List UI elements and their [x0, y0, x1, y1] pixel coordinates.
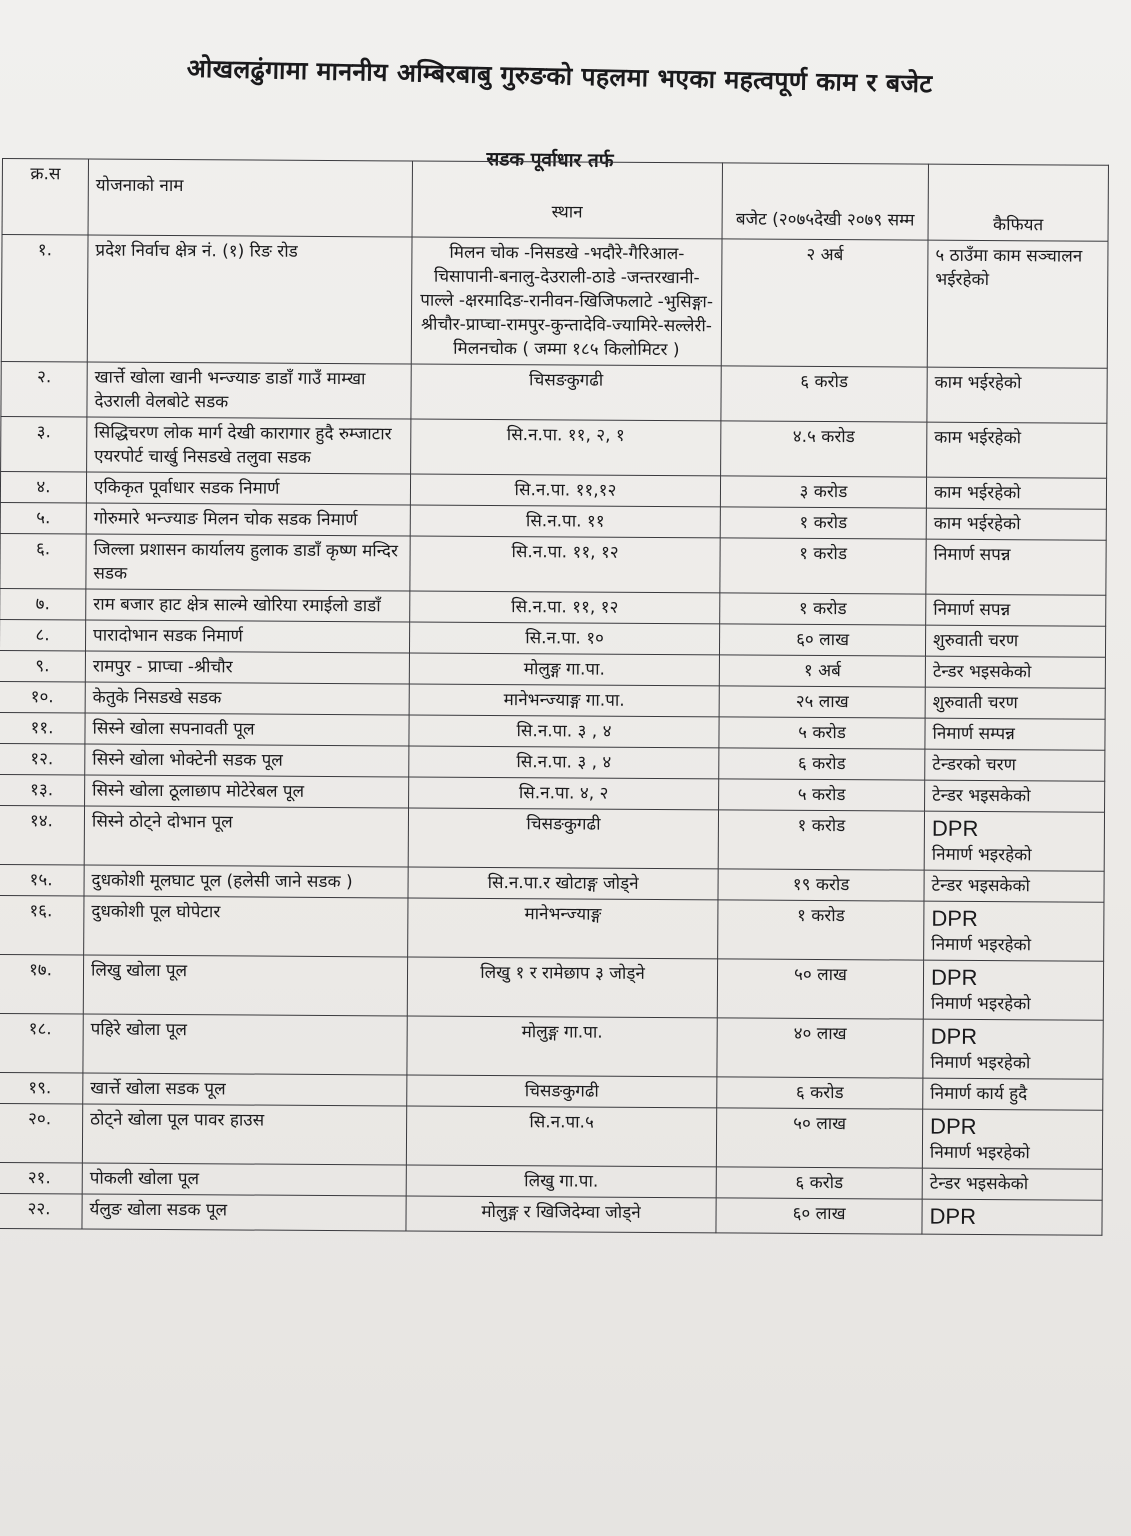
row-name: ठोट्ने खोला पूल पावर हाउस	[82, 1104, 406, 1165]
row-budget: ३ करोड	[720, 476, 926, 508]
row-budget: २ अर्ब	[721, 239, 928, 367]
row-remarks	[925, 718, 1105, 750]
row-budget: १ करोड	[718, 900, 924, 960]
row-budget: १ करोड	[720, 538, 926, 594]
remark-text: निमार्ण सपन्न	[933, 544, 1011, 566]
table-row	[0, 533, 1106, 595]
row-sn: ३.	[1, 416, 87, 472]
remark-text: शुरुवाती चरण	[933, 630, 1019, 652]
row-place: सि.न.पा. ३ , ४	[409, 746, 719, 779]
table-row	[0, 895, 1104, 961]
remark-text: टेन्डर भइसकेको	[931, 875, 1031, 897]
row-name: लिखु खोला पूल	[83, 955, 407, 1016]
row-budget: १ अर्ब	[719, 655, 925, 687]
remark-text: टेन्डरको चरण	[932, 754, 1016, 776]
row-budget: ६ करोड	[716, 1167, 922, 1199]
table-body	[0, 235, 1108, 1236]
row-budget: १९ करोड	[718, 869, 924, 901]
row-name: सिस्ने खोला भोक्टेनी सडक पूल	[85, 744, 409, 777]
row-budget: ५० लाख	[717, 959, 923, 1019]
row-sn: २०.	[0, 1103, 83, 1163]
row-sn: २१.	[0, 1162, 82, 1194]
row-remarks	[925, 687, 1105, 719]
section-subtitle: सडक पूर्वाधार तर्फ	[486, 148, 614, 172]
row-place: मोलुङ्ग गा.पा.	[409, 653, 719, 686]
row-sn: ९.	[0, 650, 85, 682]
row-budget: ५ करोड	[719, 779, 925, 811]
row-remarks	[926, 508, 1106, 540]
row-remarks	[927, 422, 1107, 478]
remark-text: टेन्डर भइसकेको	[929, 1173, 1029, 1195]
row-place: सि.न.पा. १०	[409, 622, 719, 655]
remark-text: निमार्ण भइरहेको	[929, 1142, 1030, 1164]
dpr-label: DPR	[930, 964, 978, 990]
row-sn: ५.	[0, 502, 86, 534]
remark-text: निमार्ण सम्पन्न	[932, 723, 1015, 745]
row-sn: १.	[1, 235, 88, 363]
remark-text: टेन्डर भइसकेको	[932, 661, 1032, 683]
row-place: मानेभन्ज्याङ्ग गा.पा.	[409, 684, 719, 717]
row-place: सि.न.पा.५	[406, 1106, 716, 1167]
row-sn: ११.	[0, 712, 85, 744]
row-remarks	[925, 625, 1105, 657]
row-budget: ४० लाख	[717, 1018, 923, 1078]
row-place: सि.न.पा. ११, २, १	[411, 419, 721, 476]
row-name: पारादोभान सडक निमार्ण	[85, 620, 409, 653]
row-name: सिद्धिचरण लोक मार्ग देखी कारागार हुदै रुम्जाटार एयरपोर्ट चार्खु निसडखे तलुवा सडक	[87, 417, 411, 474]
row-name: खार्त्ते खोला खानी भन्ज्याङ डाडाँ गाउँ माम्खा देउराली वेलबोटे सडक	[87, 362, 411, 419]
row-place: सि.न.पा. ११, १२	[410, 591, 720, 624]
header-budget: बजेट (२०७५देखी २०७९ सम्म	[722, 163, 928, 240]
header-remarks: कैफियत	[928, 164, 1108, 241]
row-remarks	[926, 594, 1106, 626]
row-budget: १ करोड	[720, 507, 926, 539]
row-sn: १३.	[0, 774, 85, 806]
table-row	[0, 805, 1105, 871]
row-remarks	[923, 1019, 1103, 1079]
row-place: सि.न.पा.र खोटाङ्ग जोड्ने	[408, 867, 718, 900]
remark-text: काम भईरहेको	[934, 372, 1022, 394]
row-name: दुधकोशी मूलघाट पूल (हलेसी जाने सडक )	[84, 865, 408, 898]
dpr-label: DPR	[931, 815, 979, 841]
header-place: स्थान	[412, 161, 722, 239]
table-row	[0, 1013, 1103, 1079]
row-remarks	[926, 539, 1106, 595]
remark-text: काम भईरहेको	[934, 427, 1022, 449]
table-row	[0, 1103, 1103, 1169]
row-remarks	[927, 367, 1107, 423]
row-sn: ६.	[0, 533, 86, 589]
row-name: दुधकोशी पूल घोपेटार	[84, 896, 408, 957]
row-place: सि.न.पा. ४, २	[409, 777, 719, 810]
row-place: सि.न.पा. ३ , ४	[409, 715, 719, 748]
remark-text: ५ ठाउँमा काम सञ्चालन भईरहेको	[935, 245, 1083, 291]
row-sn: ७.	[0, 588, 86, 620]
row-place: सि.न.पा. ११	[410, 505, 720, 538]
row-sn: २२.	[0, 1193, 82, 1229]
row-remarks	[923, 1078, 1103, 1110]
dpr-label: DPR	[930, 1113, 977, 1139]
row-sn: ८.	[0, 619, 86, 651]
row-remarks	[922, 1199, 1102, 1235]
remark-text: काम भईरहेको	[933, 513, 1021, 535]
row-sn: १६.	[0, 895, 84, 955]
header-name: योजनाको नाम	[88, 159, 412, 237]
row-place: मिलन चोक -निसडखे -भदौरे-गैरिआल-चिसापानी-बनालु-देउराली-ठाडे -जन्तरखानी-पाल्ले -क्षरमादिङ-रानीवन-खिजिफलाटे -भुसिङ्गा-श्रीचौर-प्राप्चा-रामपुर-कुन्तादेवि-ज्यामिरे-सल्लेरी-मिलनचोक ( जम्मा १८५ किलोमिटर )	[411, 237, 722, 366]
row-sn: १८.	[0, 1013, 83, 1073]
row-remarks	[925, 749, 1105, 781]
dpr-label: DPR	[931, 905, 978, 931]
row-name: सिस्ने ठोट्ने दोभान पूल	[84, 806, 408, 867]
row-name: पोकली खोला पूल	[82, 1163, 406, 1196]
row-name: खार्त्ते खोला सडक पूल	[83, 1073, 407, 1106]
row-remarks	[922, 1168, 1102, 1200]
row-remarks	[922, 1109, 1102, 1169]
row-place: सि.न.पा. ११, १२	[410, 536, 720, 593]
row-place: लिखु गा.पा.	[406, 1165, 716, 1198]
remark-text: निमार्ण भइरहेको	[931, 934, 1032, 956]
row-budget: ६ करोड	[717, 1077, 923, 1109]
remark-text: टेन्डर भइसकेको	[932, 785, 1031, 807]
row-remarks	[924, 870, 1104, 902]
row-budget: ६० लाख	[716, 1198, 922, 1234]
table-row	[0, 954, 1104, 1020]
row-place: चिसङकुगढी	[407, 1075, 717, 1108]
remark-text: निमार्ण सपन्न	[933, 599, 1011, 621]
row-budget: २५ लाख	[719, 686, 925, 718]
row-place: मोलुङ्ग र खिजिदेम्वा जोड्ने	[406, 1196, 716, 1233]
row-place: चिसङकुगढी	[411, 364, 721, 421]
row-sn: १२.	[0, 743, 85, 775]
table-row	[1, 361, 1107, 423]
row-place: मोलुङ्ग गा.पा.	[407, 1016, 717, 1077]
remark-text: निमार्ण भइरहेको	[930, 1052, 1031, 1074]
row-sn: १४.	[0, 805, 85, 865]
projects-table	[0, 158, 1109, 1236]
table-row	[0, 1193, 1102, 1235]
row-budget: ५ करोड	[719, 717, 925, 749]
remark-text: निमार्ण भइरहेको	[931, 844, 1032, 866]
row-name: पहिरे खोला पूल	[83, 1014, 407, 1075]
table-row	[1, 416, 1107, 478]
row-budget: ६ करोड	[721, 366, 927, 422]
row-remarks	[923, 960, 1103, 1020]
page-title: ओखलढुंगामा माननीय अम्बिरबाबु गुरुङको पहलमा भएका महत्वपूर्ण काम र बजेट	[186, 53, 933, 99]
row-budget: १ करोड	[720, 593, 926, 625]
row-sn: १०.	[0, 681, 85, 713]
table-row	[1, 235, 1108, 369]
row-budget: १ करोड	[718, 810, 924, 870]
dpr-label: DPR	[930, 1023, 978, 1049]
row-sn: ४.	[0, 471, 86, 503]
remark-text: निमार्ण भइरहेको	[930, 993, 1031, 1015]
remark-text: काम भईरहेको	[933, 482, 1021, 504]
dpr-label: DPR	[929, 1203, 977, 1229]
table-header-row	[2, 159, 1108, 242]
row-budget: ५० लाख	[716, 1108, 922, 1168]
row-sn: १९.	[0, 1072, 83, 1104]
remark-text: शुरुवाती चरण	[932, 692, 1018, 714]
row-name: र्यलुङ खोला सडक पूल	[82, 1194, 406, 1231]
row-remarks	[926, 477, 1106, 509]
row-sn: १५.	[0, 864, 84, 896]
row-remarks	[924, 901, 1104, 961]
header-sn: क्र.स	[2, 159, 88, 236]
row-remarks	[924, 811, 1104, 871]
row-name: केतुके निसडखे सडक	[85, 682, 409, 715]
row-remarks	[925, 780, 1105, 812]
row-budget: ४.५ करोड	[721, 421, 927, 477]
row-name: सिस्ने खोला ठूलाछाप मोटेरेबल पूल	[85, 775, 409, 808]
row-name: प्रदेश निर्वाच क्षेत्र नं. (१) रिङ रोड	[87, 235, 412, 364]
row-name: राम बजार हाट क्षेत्र साल्मे खोरिया रमाईलो डाडाँ	[86, 589, 410, 622]
row-remarks	[927, 240, 1108, 368]
remark-text: निमार्ण कार्य हुदै	[930, 1083, 1028, 1105]
row-name: गोरुमारे भन्ज्याङ मिलन चोक सडक निमार्ण	[86, 503, 410, 536]
row-place: चिसङकुगढी	[408, 808, 718, 869]
row-budget: ६ करोड	[719, 748, 925, 780]
row-name: सिस्ने खोला सपनावती पूल	[85, 713, 409, 746]
row-name: जिल्ला प्रशासन कार्यालय हुलाक डाडाँ कृष्ण मन्दिर सडक	[86, 534, 410, 591]
row-budget: ६० लाख	[719, 624, 925, 656]
row-name: एकिकृत पूर्वाधार सडक निमार्ण	[86, 472, 410, 505]
row-place: मानेभन्ज्याङ्ग	[408, 898, 718, 959]
row-name: रामपुर - प्राप्चा -श्रीचौर	[85, 651, 409, 684]
row-sn: १७.	[0, 954, 84, 1014]
row-place: लिखु १ र रामेछाप ३ जोड्ने	[407, 957, 717, 1018]
row-remarks	[925, 656, 1105, 688]
row-place: सि.न.पा. ११,१२	[410, 474, 720, 507]
row-sn: २.	[1, 361, 87, 417]
